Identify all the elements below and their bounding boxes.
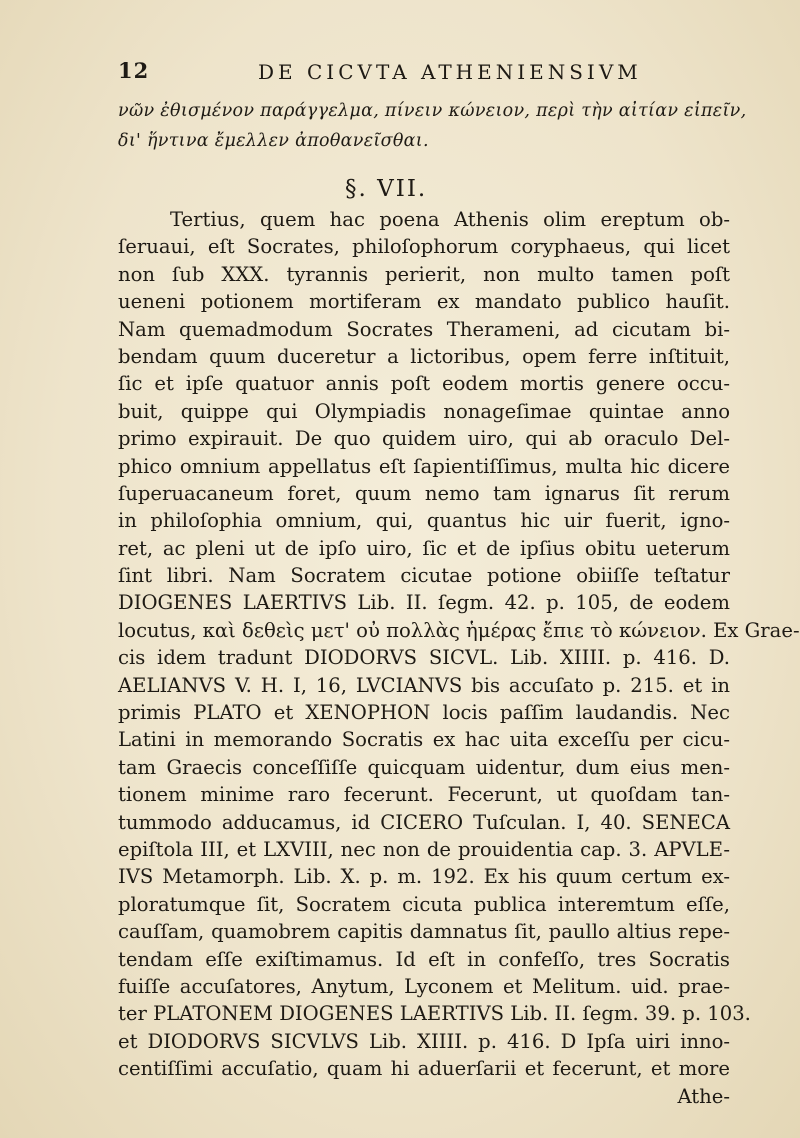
text-line: cis idem tradunt DIODORVS SICVL. Lib. XIIII. p. 416. D.	[118, 646, 730, 670]
text-line: phico omnium appellatus eſt ſapientiſſimus, multa hic dicere	[118, 454, 730, 478]
greek-quotation	[118, 96, 747, 156]
greek-line: νῶν ἐθισμένον παράγγελμα, πίνειν κώνειον, περὶ τὴν αἰτίαν εἰπεῖν,	[118, 101, 747, 121]
text-line: in philoſophia omnium, qui, quantus hic uir fuerit, igno-	[118, 509, 730, 533]
text-line: ter PLATONEM DIOGENES LAERTIVS Lib. II. ſegm. 39. p. 103.	[118, 1002, 751, 1026]
text-line: locutus, καὶ δεθεὶς μετ' οὐ πολλὰς ἡμέρας ἔπιε τὸ κώνειον. Ex Grae-	[118, 618, 800, 642]
text-line: ueneni potionem mortiferam ex mandato publico hauſit.	[118, 290, 730, 314]
catchword: Athe-	[677, 1084, 730, 1108]
text-line: non ſub XXX. tyrannis perierit, non multo tamen poſt	[118, 262, 730, 286]
running-head: DE CICVTA ATHENIENSIVM	[258, 60, 642, 84]
text-line: primis PLATO et XENOPHON locis paſſim laudandis. Nec	[118, 701, 730, 725]
greek-line: δι' ἥντινα ἔμελλεν ἀποθανεῖσθαι.	[118, 131, 429, 151]
text-line: fuiſſe accuſatores, Anytum, Lyconem et Melitum. uid. prae-	[118, 974, 730, 998]
text-line: ſint libri. Nam Socratem cicutae potione obiiſſe teſtatur	[118, 564, 730, 588]
text-line: AELIANVS V. H. I, 16, LVCIANVS bis accuſato p. 215. et in	[118, 673, 730, 697]
text-line: Tertius, quem hac poena Athenis olim ereptum ob-	[170, 208, 730, 231]
text-line: cauſſam, quamobrem capitis damnatus ſit, paullo altius repe-	[118, 920, 730, 944]
text-line: centiſſimi accuſatio, quam hi aduerſarii et fecerunt, et more	[118, 1057, 730, 1081]
text-line: bendam quum duceretur a lictoribus, opem ferre inſtituit,	[118, 344, 730, 368]
text-line: primo expirauit. De quo quidem uiro, qui ab oraculo Del-	[118, 427, 730, 451]
text-line: et DIODORVS SICVLVS Lib. XIIII. p. 416. D Ipſa uiri inno-	[118, 1029, 730, 1053]
text-line: epiſtola III, et LXVIII, nec non de prouidentia cap. 3. APVLE-	[118, 837, 730, 861]
text-line: DIOGENES LAERTIVS Lib. II. ſegm. 42. p. 105, de eodem	[118, 591, 730, 615]
text-line: tummodo adducamus, id CICERO Tuſculan. I, 40. SENECA	[118, 810, 730, 834]
text-line: buit, quippe qui Olympiadis nonageſimae quintae anno	[118, 399, 730, 423]
text-line: tionem minime raro fecerunt. Fecerunt, ut quoſdam tan-	[118, 783, 730, 807]
text-line: ret, ac pleni ut de ipſo uiro, ſic et de ipſius obitu ueterum	[118, 536, 730, 560]
text-line: tendam eſſe exiſtimamus. Id eſt in confeſſo, tres Socratis	[118, 947, 730, 971]
text-line: ploratumque ſit, Socratem cicuta publica interemtum eſſe,	[118, 892, 730, 916]
section-heading: §. VII.	[345, 176, 428, 202]
text-line: ſic et ipſe quatuor annis poſt eodem mortis genere occu-	[118, 372, 730, 396]
text-line: ſeruaui, eſt Socrates, philoſophorum coryphaeus, qui licet	[118, 235, 730, 259]
body-text	[118, 206, 800, 1110]
text-line: IVS Metamorph. Lib. X. p. m. 192. Ex his quum certum ex-	[118, 865, 730, 889]
page-number: 12	[118, 58, 150, 83]
text-line: Nam quemadmodum Socrates Therameni, ad cicutam bi-	[118, 317, 730, 341]
text-line: Latini in memorando Socratis ex hac uita exceſſu per cicu-	[118, 728, 730, 752]
text-line: tam Graecis conceſſiſſe quicquam uidentur, dum eius men-	[118, 755, 730, 779]
text-line: ſuperuacaneum foret, quum nemo tam ignarus ſit rerum	[118, 481, 730, 505]
